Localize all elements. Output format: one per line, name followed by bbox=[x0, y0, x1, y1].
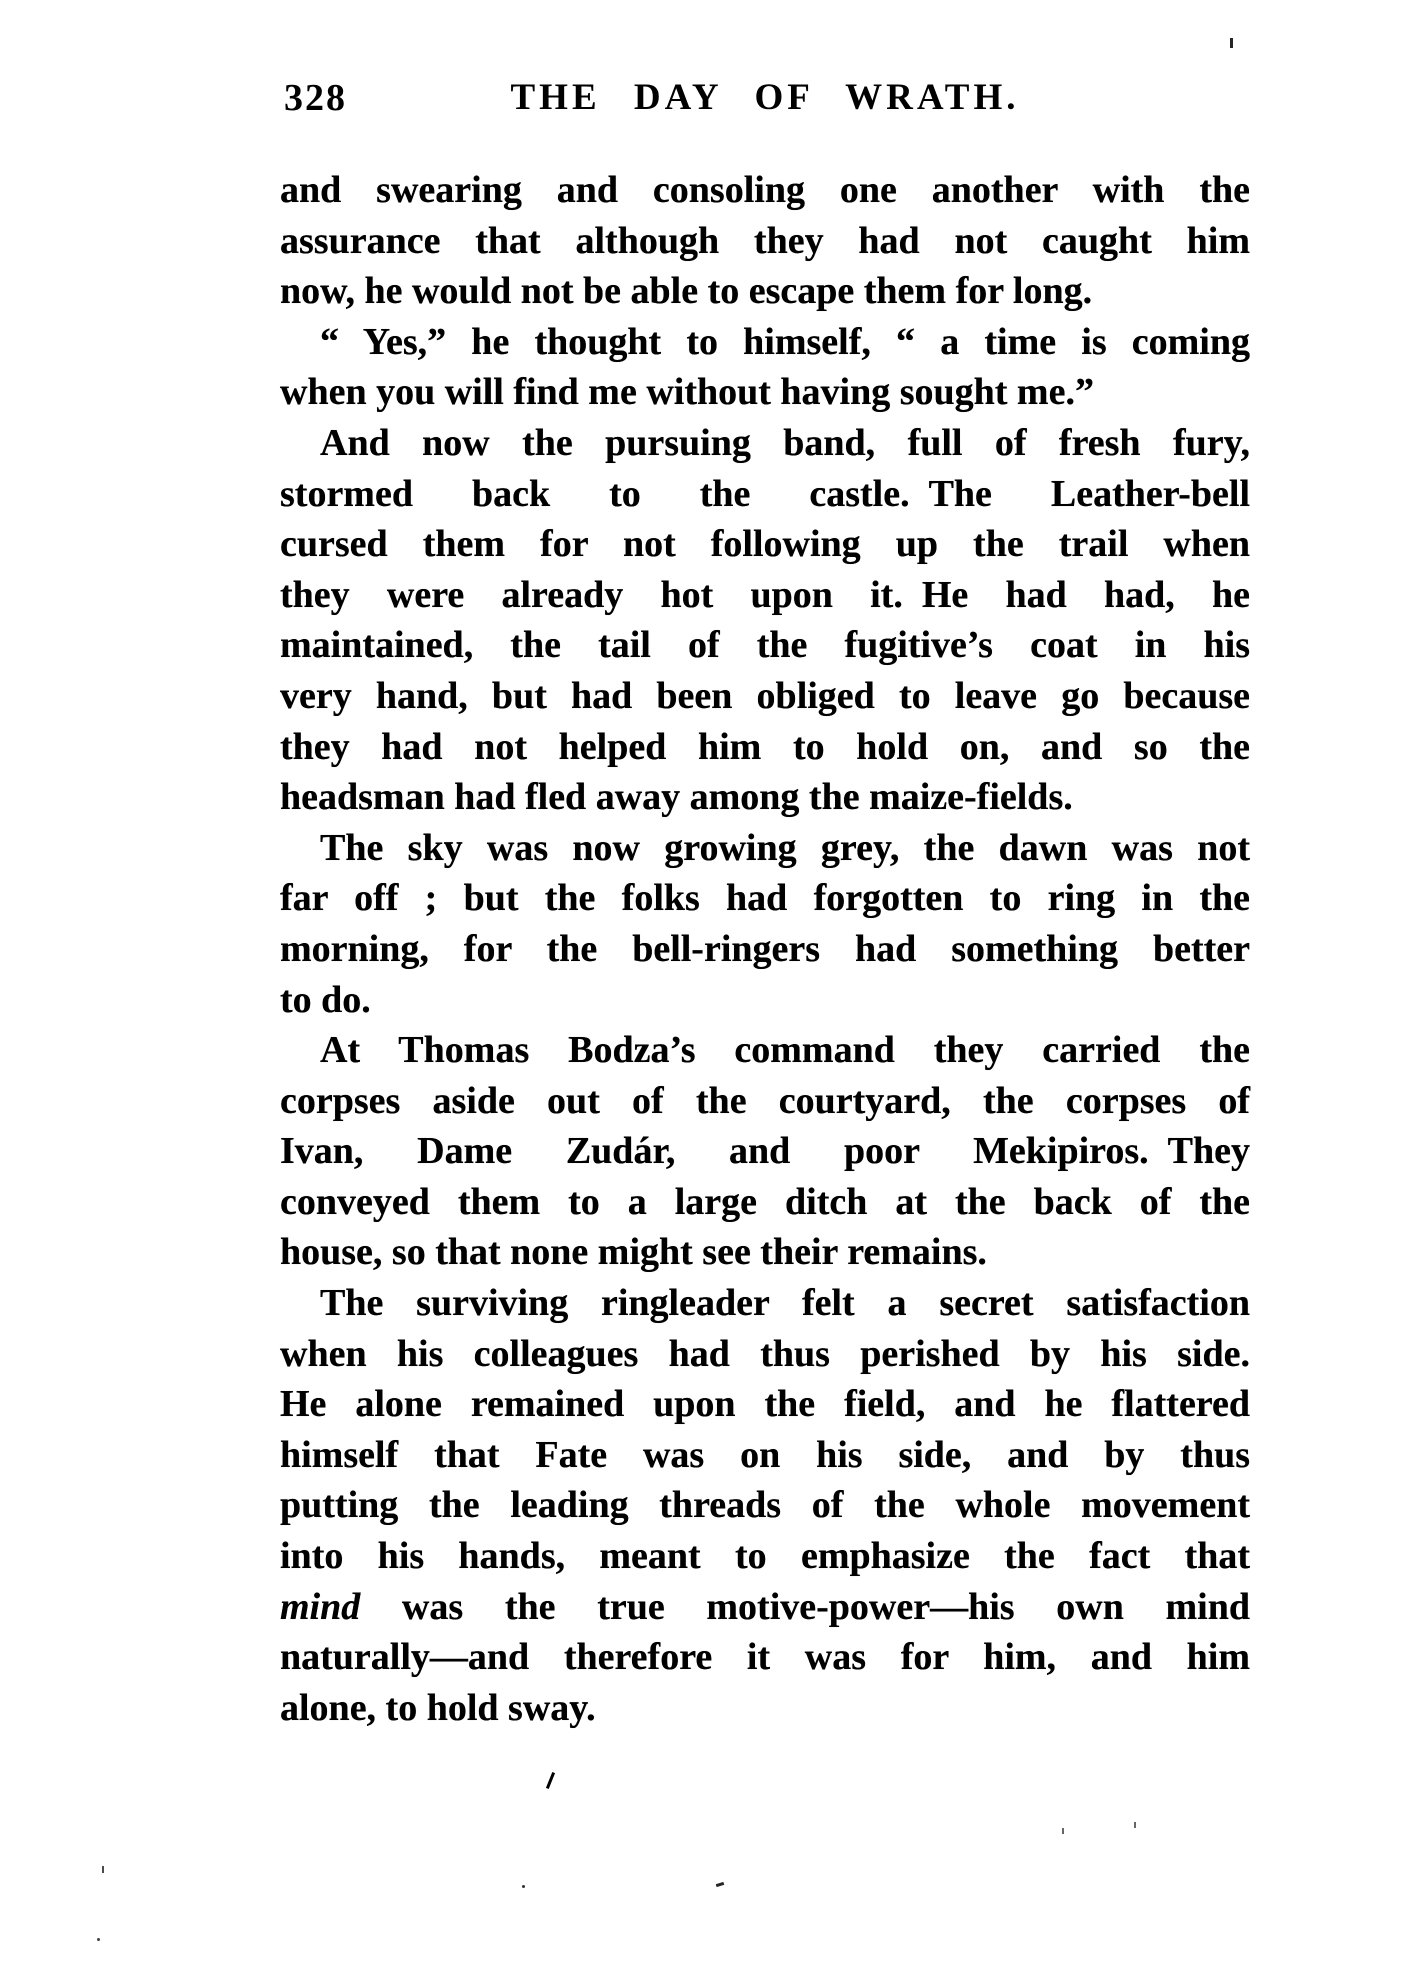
text-line bbox=[280, 1329, 1250, 1380]
text-segment: and swearing and consoling one another with the bbox=[280, 169, 1250, 211]
scan-speck bbox=[1062, 1828, 1064, 1834]
text-segment: putting the leading threads of the whole movement bbox=[280, 1484, 1250, 1527]
text-block bbox=[280, 165, 1250, 1733]
text-line bbox=[280, 1278, 1250, 1329]
scan-speck bbox=[522, 1885, 525, 1888]
text-line bbox=[280, 1379, 1250, 1430]
page-number: 328 bbox=[284, 77, 347, 119]
text-segment: they had not helped him to hold on, and so the bbox=[280, 725, 1250, 768]
text-line bbox=[280, 823, 1250, 874]
text-line bbox=[280, 1683, 1250, 1734]
text-line bbox=[280, 873, 1250, 924]
scan-speck bbox=[102, 1866, 104, 1873]
text-segment: He alone remained upon the field, and he flattered bbox=[280, 1383, 1250, 1426]
scan-speck bbox=[1230, 38, 1233, 48]
text-segment: “ Yes,” he thought to himself, “ a time is coming bbox=[320, 320, 1250, 363]
text-line bbox=[280, 216, 1250, 267]
text-line bbox=[280, 165, 1250, 216]
text-segment: very hand, but had been obliged to leave go because bbox=[280, 674, 1250, 717]
scan-speck bbox=[1134, 1822, 1136, 1828]
text-line bbox=[280, 1126, 1250, 1177]
running-title: THE DAY OF WRATH. bbox=[510, 77, 1020, 118]
text-segment: assurance that although they had not caught him bbox=[280, 219, 1250, 262]
text-line bbox=[280, 1076, 1250, 1127]
text-segment: himself that Fate was on his side, and by thus bbox=[280, 1433, 1250, 1476]
text-line bbox=[280, 620, 1250, 671]
text-segment: corpses aside out of the courtyard, the corpses of bbox=[280, 1079, 1250, 1122]
text-segment: they were already hot upon it. He had had, he bbox=[280, 573, 1250, 616]
text-segment: Ivan, Dame Zudár, and poor Mekipiros. They bbox=[280, 1130, 1250, 1173]
text-line bbox=[280, 367, 1250, 418]
text-line bbox=[280, 317, 1250, 368]
text-line bbox=[280, 1227, 1250, 1278]
text-segment: The sky was now growing grey, the dawn was not bbox=[320, 826, 1250, 869]
text-segment: into his hands, meant to emphasize the fact that bbox=[280, 1535, 1250, 1578]
text-line bbox=[280, 671, 1250, 722]
text-line bbox=[280, 418, 1250, 469]
text-line bbox=[280, 975, 1250, 1026]
text-line bbox=[280, 1632, 1250, 1683]
text-line bbox=[280, 519, 1250, 570]
scan-speck bbox=[716, 1882, 725, 1887]
text-segment: maintained, the tail of the fugitive’s coat in his bbox=[280, 624, 1250, 667]
text-segment: when his colleagues had thus perished by his side. bbox=[280, 1332, 1250, 1375]
text-line bbox=[280, 1430, 1250, 1481]
text-line bbox=[280, 570, 1250, 621]
text-segment: to do. bbox=[280, 978, 371, 1021]
scan-speck bbox=[546, 1772, 555, 1789]
text-segment: And now the pursuing band, full of fresh fury, bbox=[320, 421, 1250, 464]
text-segment: headsman had fled away among the maize-fields. bbox=[280, 776, 1073, 819]
text-segment: was the true motive-power—his own mind bbox=[360, 1585, 1250, 1628]
text-segment: house, so that none might see their remains. bbox=[280, 1231, 987, 1274]
text-line bbox=[280, 1025, 1250, 1076]
text-line bbox=[280, 469, 1250, 520]
emphasized-word: mind bbox=[280, 1585, 361, 1628]
text-segment: The surviving ringleader felt a secret satisfaction bbox=[320, 1282, 1250, 1325]
text-segment: when you will find me without having sought me.” bbox=[280, 371, 1094, 414]
text-line bbox=[280, 722, 1250, 773]
text-segment: conveyed them to a large ditch at the back of the bbox=[280, 1180, 1250, 1223]
text-segment: cursed them for not following up the trail when bbox=[280, 523, 1250, 566]
text-segment: morning, for the bell-ringers had something better bbox=[280, 927, 1250, 970]
text-line bbox=[280, 1531, 1250, 1582]
text-segment: naturally—and therefore it was for him, and him bbox=[280, 1636, 1250, 1679]
text-segment: now, he would not be able to escape them for long. bbox=[280, 270, 1093, 313]
scan-speck bbox=[97, 1938, 100, 1941]
text-segment: far off ; but the folks had forgotten to ring in the bbox=[280, 877, 1250, 920]
text-line bbox=[280, 772, 1250, 823]
page-header bbox=[280, 76, 1250, 124]
text-line bbox=[280, 266, 1250, 317]
text-line bbox=[280, 1177, 1250, 1228]
text-segment: stormed back to the castle. The Leather-bell bbox=[280, 472, 1250, 515]
text-segment: alone, to hold sway. bbox=[280, 1686, 596, 1729]
text-line bbox=[280, 924, 1250, 975]
text-line bbox=[280, 1480, 1250, 1531]
text-line bbox=[280, 1582, 1250, 1633]
text-segment: At Thomas Bodza’s command they carried the bbox=[320, 1029, 1250, 1072]
